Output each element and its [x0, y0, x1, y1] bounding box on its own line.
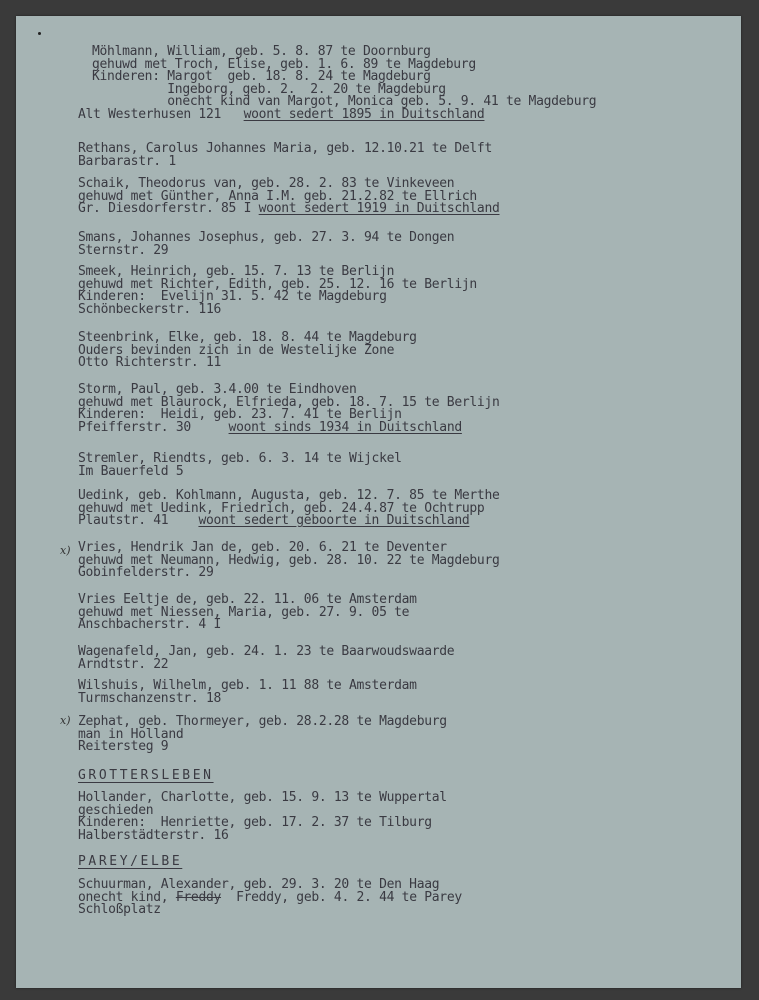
annotation-mark: x): [60, 544, 71, 557]
entry-wilshuis: [78, 680, 738, 705]
entry-line: Schaik, Theodorus van, geb. 28. 2. 83 te Vinkeveen: [78, 176, 455, 191]
entry-line: gehuwd met Günther, Anna I.M. geb. 21.2.82 te Ellrich: [78, 188, 477, 204]
entry-zephat: [78, 716, 738, 754]
entry-line: Sternstr. 29: [78, 242, 169, 258]
entry-line: Gobinfelderstr. 29: [78, 565, 214, 580]
entry-line: Möhlmann, William, geb. 5. 8. 87 te Doornburg: [92, 44, 431, 59]
entry-line: Schuurman, Alexander, geb. 29. 3. 20 te Den Haag: [78, 877, 440, 892]
section-parey: [78, 854, 738, 869]
document-page: [16, 16, 741, 988]
entry-line: Kinderen: Heidi, geb. 23. 7. 41 te Berlijn: [78, 407, 402, 422]
address: Gr. Diesdorferstr. 85 I: [78, 201, 252, 216]
entry-line: gehuwd met Niessen, Maria, geb. 27. 9. 05 te: [78, 604, 410, 620]
entry-line: Kinderen: Evelijn 31. 5. 42 te Magdeburg: [78, 289, 387, 304]
entry-line: Uedink, geb. Kohlmann, Augusta, geb. 12. 7. 85 te Merthe: [78, 488, 500, 503]
address: Plautstr. 41: [78, 513, 169, 528]
entry-storm: [78, 384, 738, 434]
entry-line: Otto Richterstr. 11: [78, 355, 222, 370]
entry-line: Anschbacherstr. 4 I: [78, 617, 222, 632]
entry-line: geschieden: [78, 802, 154, 818]
entry-hollander: [78, 792, 738, 842]
address: Alt Westerhusen 121: [78, 106, 222, 122]
entry-line: Stremler, Riendts, geb. 6. 3. 14 te Wijckel: [78, 451, 402, 466]
section-heading: GROTTERSLEBEN: [78, 768, 214, 783]
entry-line: gehuwd met Blaurock, Elfrieda, geb. 18. 7. 15 te Berlijn: [78, 394, 500, 410]
entry-line: Kinderen: Margot geb. 18. 8. 24 te Magdeburg: [92, 69, 431, 84]
entry-line: Steenbrink, Elke, geb. 18. 8. 44 te Magdeburg: [78, 330, 417, 345]
entry-line: Schloßplatz: [78, 902, 161, 917]
entry-line: Halberstädterstr. 16: [78, 827, 229, 843]
entry-address-line: [78, 515, 738, 528]
entry-smans: [78, 232, 738, 257]
entry-line: Hollander, Charlotte, geb. 15. 9. 13 te Wuppertal: [78, 790, 447, 805]
entry-address-line: [78, 203, 738, 216]
entry-line: Vries Eeltje de, geb. 22. 11. 06 te Amsterdam: [78, 592, 417, 607]
entry-line: Barbarastr. 1: [78, 153, 176, 169]
punch-dot: [38, 32, 41, 35]
entry-address-line: [78, 106, 738, 122]
entry-address-line: [78, 419, 738, 435]
entry-line: gehuwd met Uedink, Friedrich, geb. 24.4.87 te Ochtrupp: [78, 500, 485, 516]
entry-line: Wagenafeld, Jan, geb. 24. 1. 23 te Baarwoudswaarde: [78, 644, 455, 659]
entry-line: man in Holland: [78, 726, 184, 742]
entry-line: Vries, Hendrik Jan de, geb. 20. 6. 21 te Deventer: [78, 540, 447, 555]
entry-line: Smeek, Heinrich, geb. 15. 7. 13 te Berlijn: [78, 264, 395, 279]
entry-line: Im Bauerfeld 5: [78, 463, 184, 479]
entry-vries-hendrik: [78, 542, 738, 580]
entry-uedink: [78, 490, 738, 528]
entry-line: Wilshuis, Wilhelm, geb. 1. 11 88 te Amsterdam: [78, 678, 417, 693]
entry-line: gehuwd met Troch, Elise, geb. 1. 6. 89 te Magdeburg: [92, 56, 476, 72]
entry-line: Zephat, geb. Thormeyer, geb. 28.2.28 te Magdeburg: [78, 714, 447, 729]
entry-wagenafeld: [78, 646, 738, 671]
entry-text: Freddy, geb. 4. 2. 44 te Parey: [221, 889, 462, 905]
entry-line: Reitersteg 9: [78, 739, 169, 754]
struck-text: Freddy: [175, 889, 222, 905]
section-heading: PAREY/ELBE: [78, 854, 183, 869]
entry-smeek: [78, 266, 738, 316]
entry-line: onecht kind van Margot, Monica geb. 5. 9. 41 te Magdeburg: [92, 94, 597, 109]
entry-line: Ingeborg, geb. 2. 2. 20 te Magdeburg: [92, 81, 446, 97]
entry-mohlmann: [78, 46, 738, 121]
entry-line: Arndtstr. 22: [78, 656, 169, 672]
residence-note: woont sedert 1895 in Duitschland: [243, 106, 485, 122]
entry-line: Schönbeckerstr. 116: [78, 301, 222, 317]
entry-steenbrink: [78, 332, 738, 370]
annotation-mark: x): [60, 714, 71, 727]
entry-line: [78, 889, 738, 905]
entry-line: Turmschanzenstr. 18: [78, 690, 222, 706]
residence-note: woont sinds 1934 in Duitschland: [228, 419, 462, 435]
address: Pfeifferstr. 30: [78, 419, 191, 435]
entry-line: gehuwd met Richter, Edith, geb. 25. 12. 16 te Berlijn: [78, 276, 477, 292]
residence-note: woont sedert 1919 in Duitschland: [258, 201, 500, 216]
entry-line: gehuwd met Neumann, Hedwig, geb. 28. 10. 22 te Magdeburg: [78, 552, 500, 568]
entry-schaik: [78, 178, 738, 216]
entry-rethans: [78, 143, 738, 168]
entry-text: onecht kind,: [78, 889, 176, 905]
entry-schuurman: [78, 879, 738, 917]
residence-note: woont sedert geboorte in Duitschland: [198, 513, 470, 528]
entry-vries-eeltje: [78, 594, 738, 632]
entry-line: Smans, Johannes Josephus, geb. 27. 3. 94 te Dongen: [78, 230, 455, 245]
entry-line: Rethans, Carolus Johannes Maria, geb. 12.10.21 te Delft: [78, 141, 492, 156]
entry-stremler: [78, 453, 738, 478]
entry-line: Kinderen: Henriette, geb. 17. 2. 37 te Tilburg: [78, 815, 432, 830]
entry-line: Storm, Paul, geb. 3.4.00 te Eindhoven: [78, 382, 357, 397]
entry-line: Ouders bevinden zich in de Westelijke Zone: [78, 342, 395, 358]
section-grottersleben: [78, 768, 738, 783]
